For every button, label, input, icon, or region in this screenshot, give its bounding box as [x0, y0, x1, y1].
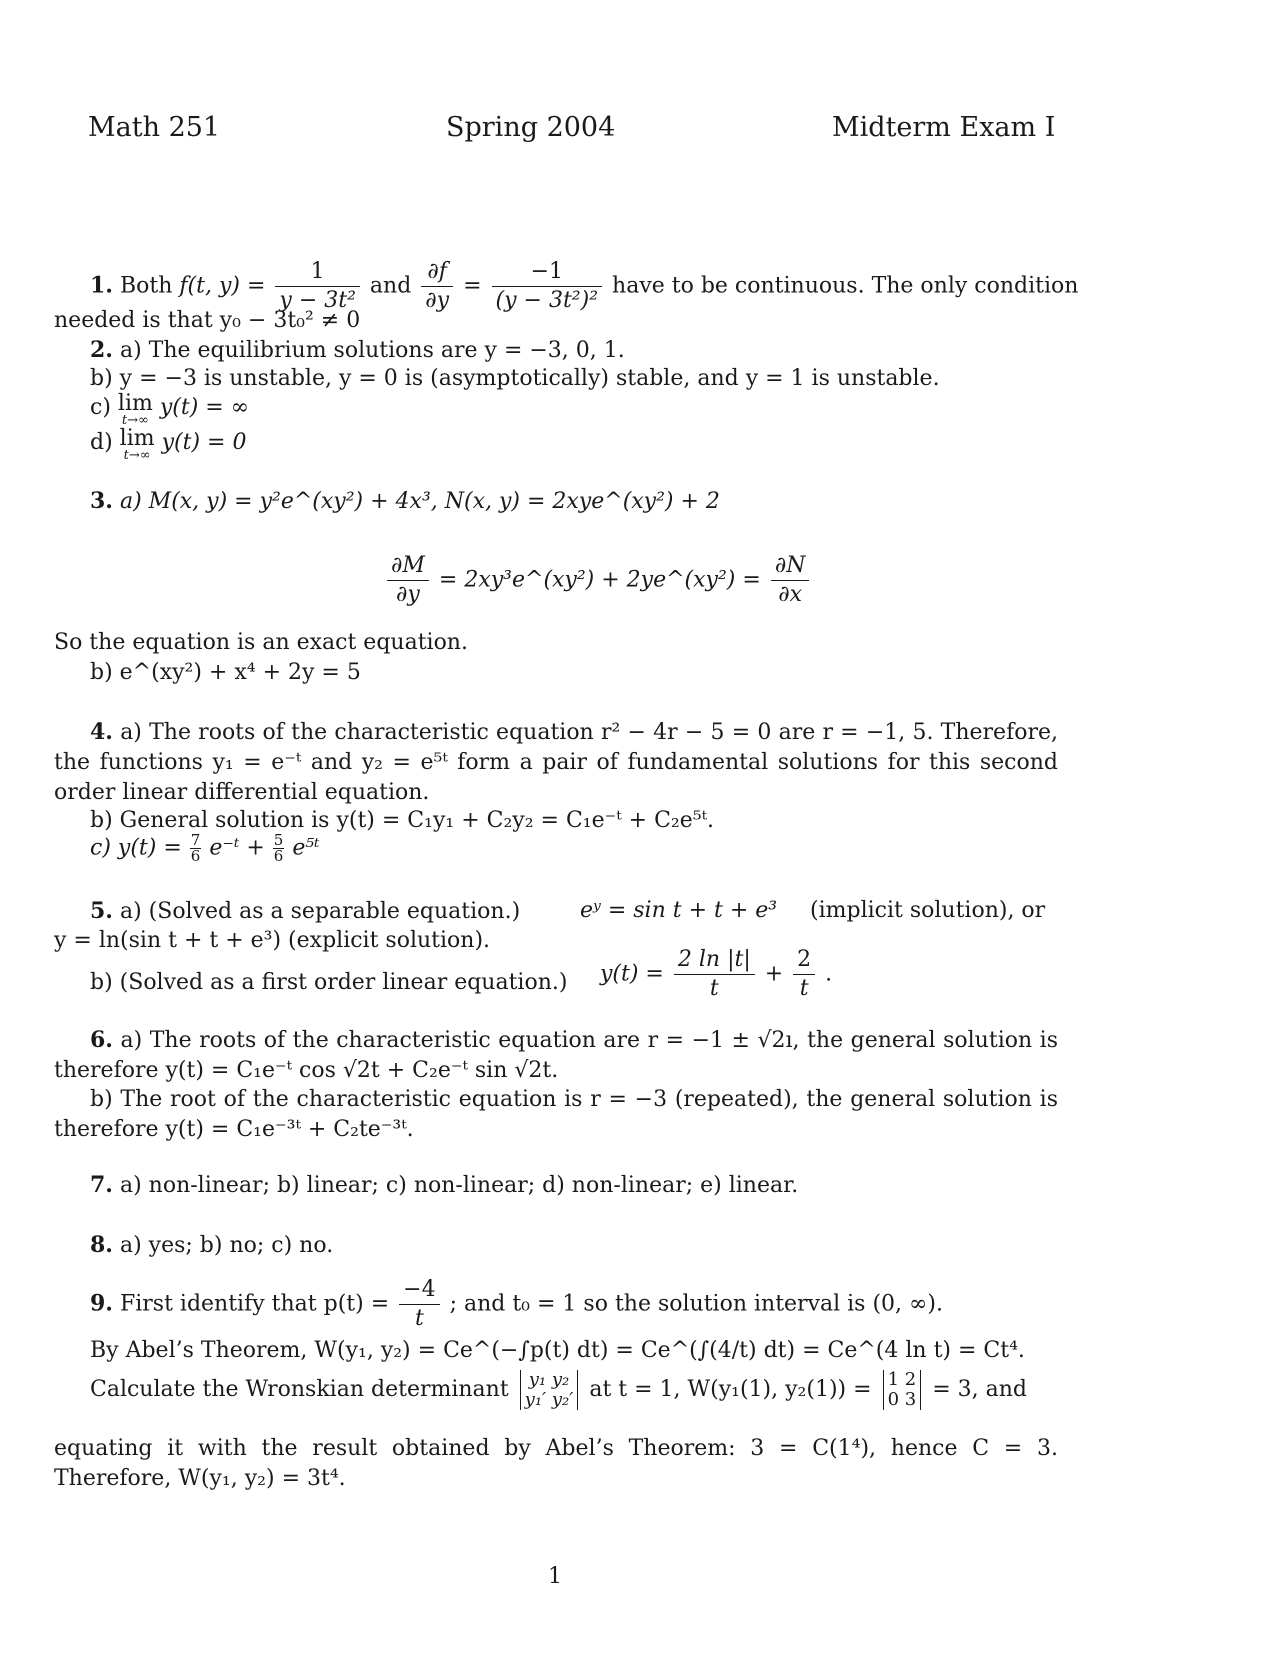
problem-2-d: d) lim t→∞ y(t) = 0: [90, 426, 247, 463]
problem-9-line3: Calculate the Wronskian determinant y₁ y₂ y₁′ y₂′ at t = 1, W(y₁(1), y₂(1)) = 1 2 0 3 = 3, and: [90, 1369, 1027, 1410]
page-number: 1: [548, 1564, 562, 1589]
problem-9-line4: equating it with the result obtained by Abel’s Theorem: 3 = C(1⁴), hence C = 3. Therefore, W(y₁, y₂) = 3t⁴.: [54, 1436, 1058, 1491]
problem-4-c: c) y(t) = $\frac{7}{6}$ e⁻ᵗ + $\frac{5}{6}$ e⁵ᵗ: [90, 831, 320, 865]
f-fraction: $\frac{1}{\text{y − 3t²}}$: [275, 258, 360, 315]
problem-9-number: 9.: [90, 1290, 113, 1317]
problem-5-b-solution: y(t) = $\frac{2 \ln |t|}{t}$ + $\frac{2}{t}$ .: [600, 947, 833, 1001]
problem-5-implicit-label: (implicit solution), or: [810, 898, 1046, 923]
problem-3-exactness-check: $\frac{\partial M}{\partial y}$ = 2xy³e^(xy²) + 2ye^(xy²) = $\frac{\partial N}{\partial x}$: [384, 552, 812, 609]
problem-5-b-left: b) (Solved as a first order linear equation.): [90, 970, 568, 995]
problem-2-b: b) y = −3 is unstable, y = 0 is (asymptotically) stable, and y = 1 is unstable.: [90, 366, 940, 391]
partial-n-fraction: $\frac{\partial N}{\partial x}$: [771, 552, 810, 609]
problem-1-line2: needed is that y₀ − 3t₀² ≠ 0: [54, 308, 361, 333]
problem-2-number: 2.: [90, 337, 113, 363]
problem-4-b: b) General solution is y(t) = C₁y₁ + C₂y₂ = C₁e⁻ᵗ + C₂e⁵ᵗ.: [90, 808, 714, 833]
problem-5-explicit: y = ln(sin t + t + e³) (explicit solution).: [54, 928, 491, 953]
wronskian-determinant: y₁ y₂ y₁′ y₂′: [520, 1370, 579, 1410]
partial-m-fraction: $\frac{\partial M}{\partial y}$: [387, 552, 429, 609]
problem-6-number: 6.: [90, 1027, 113, 1053]
problem-6-a: 6. a) The roots of the characteristic equation are r = −1 ± √2ı, the general solution is therefore y(t) = C₁e⁻ᵗ cos √2t + C₂e⁻ᵗ sin √2t.: [54, 1027, 1058, 1083]
problem-4-number: 4.: [90, 719, 113, 745]
term-title: Spring 2004: [446, 112, 616, 143]
problem-9-line2: By Abel’s Theorem, W(y₁, y₂) = Ce^(−∫p(t) dt) = Ce^(∫(4/t) dt) = Ce^(4 ln t) = Ct⁴.: [90, 1338, 1025, 1363]
problem-5-a-left: 5. a) (Solved as a separable equation.): [90, 898, 521, 924]
problem-3-exact-statement: So the equation is an exact equation.: [54, 630, 468, 655]
problem-1-line1: 1. Both f(t, y) = $\frac{1}{\text{y − 3t²}}$ and $\frac{\partial f}{\partial y}$ = $\frac{-1}{\text{(y − 3t²)²}}$ have to be continuous. The only condition: [90, 259, 1079, 313]
problem-2-c: c) lim t→∞ y(t) = ∞: [90, 391, 250, 428]
numeric-determinant: 1 2 0 3: [883, 1370, 922, 1410]
problem-1-number: 1.: [90, 272, 113, 299]
problem-9-line1: 9. First identify that p(t) = $\frac{-4}{t}$ ; and t₀ = 1 so the solution interval is (0, ∞).: [90, 1277, 943, 1331]
problem-3-number: 3.: [90, 488, 113, 514]
problem-7: 7. a) non-linear; b) linear; c) non-linear; d) non-linear; e) linear.: [90, 1172, 799, 1198]
problem-2-a: 2. a) The equilibrium solutions are y = −3, 0, 1.: [90, 337, 625, 363]
partial-f-fraction: $\frac{\partial f}{\partial y}$: [421, 258, 453, 315]
problem-7-number: 7.: [90, 1172, 113, 1198]
partial-f-rhs-fraction: $\frac{-1}{\text{(y − 3t²)²}}$: [492, 258, 603, 315]
problem-8-number: 8.: [90, 1232, 113, 1258]
problem-5-implicit: eʸ = sin t + t + e³: [580, 898, 778, 923]
exam-title: Midterm Exam I: [832, 112, 1056, 143]
problem-6-b: b) The root of the characteristic equation is r = −3 (repeated), the general solution is therefore y(t) = C₁e⁻³ᵗ + C₂te⁻³ᵗ.: [54, 1087, 1058, 1142]
problem-4-a: 4. a) The roots of the characteristic equation r² − 4r − 5 = 0 are r = −1, 5. Therefore, the functions y₁ = e⁻ᵗ and y₂ = e⁵ᵗ form a pair of fundamental solutions for this second order linear differential equation.: [54, 719, 1058, 805]
problem-5-number: 5.: [90, 898, 113, 924]
problem-3-a: 3. a) M(x, y) = y²e^(xy²) + 4x³, N(x, y) = 2xye^(xy²) + 2: [90, 488, 720, 514]
problem-8: 8. a) yes; b) no; c) no.: [90, 1232, 334, 1258]
course-title: Math 251: [88, 112, 221, 143]
problem-3-b: b) e^(xy²) + x⁴ + 2y = 5: [90, 660, 361, 685]
